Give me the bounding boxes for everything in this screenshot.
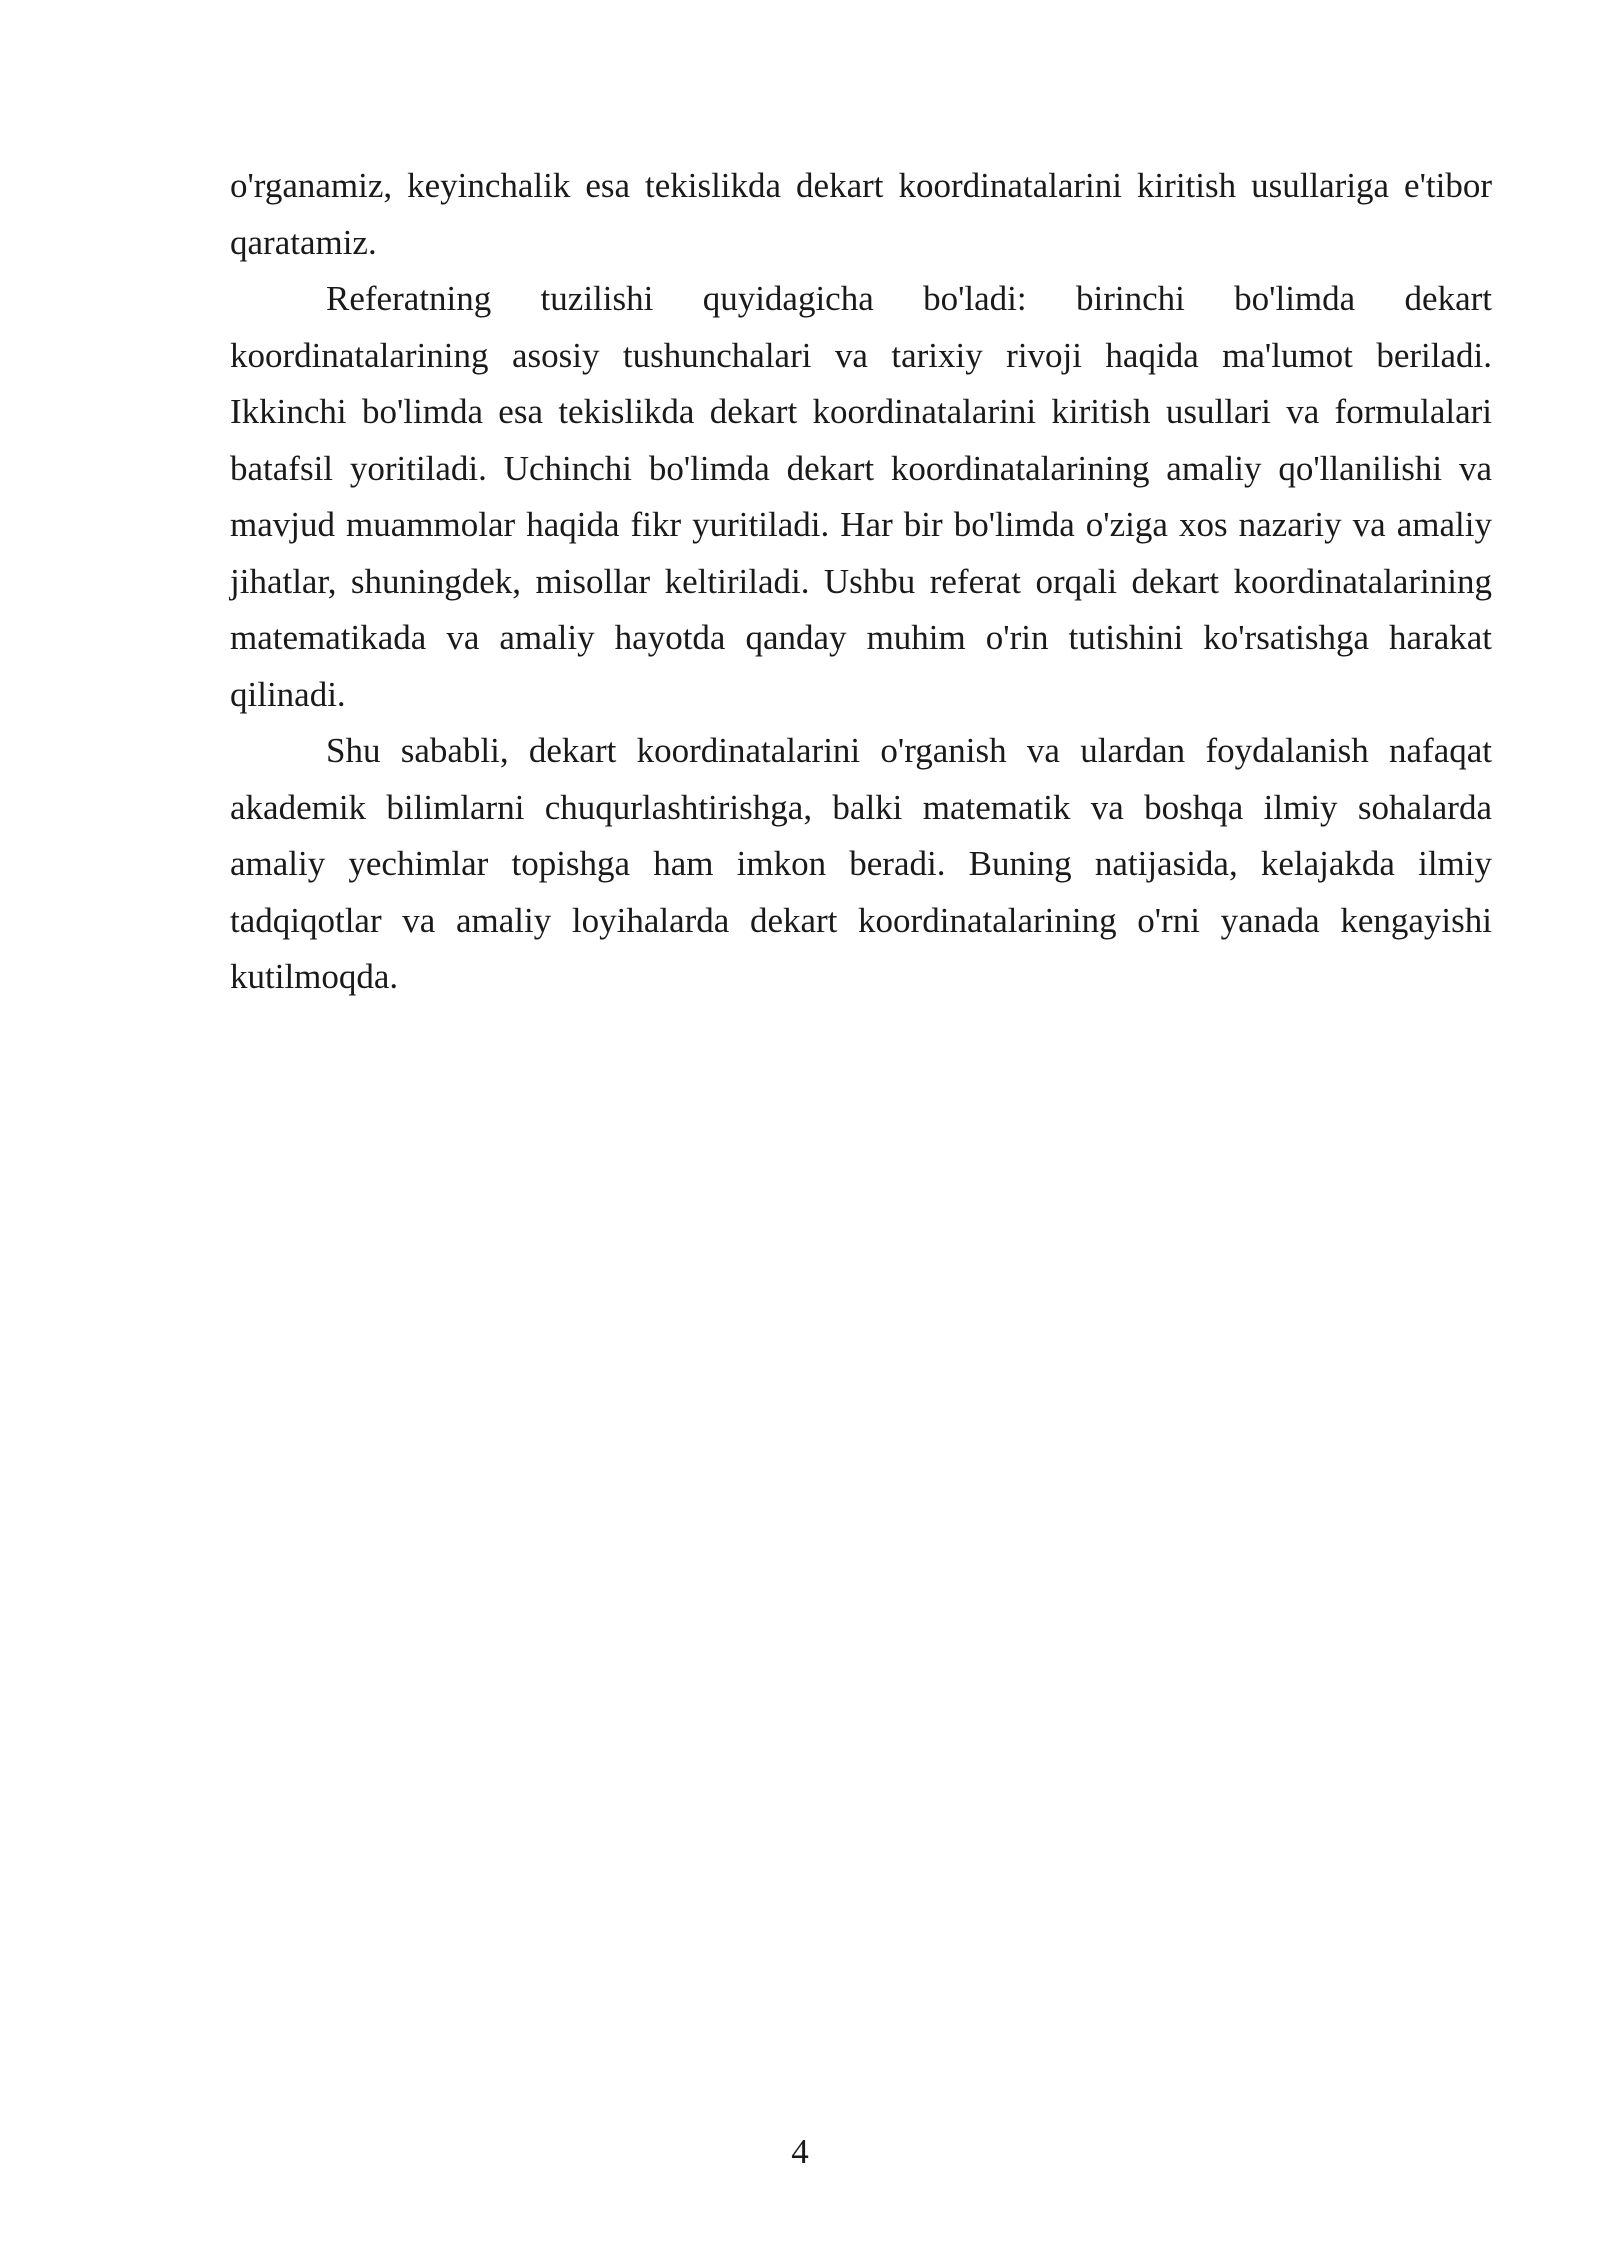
paragraph-structure: Referatning tuzilishi quyidagicha bo'ladi: birinchi bo'limda dekart koordinatalarining asosiy tushunchalari va tarixiy rivoji haqida ma'lumot beriladi. Ikkinchi bo'limda esa tekislikda dekart koordinatalarini kiritish usullari va formulalari batafsil yoritiladi. Uchinchi bo'limda dekart koordinatalarining amaliy qo'llanilishi va mavjud muammolar haqida fikr yuritiladi. Har bir bo'limda o'ziga xos nazariy va amaliy jihatlar, shuningdek, misollar keltiriladi. Ushbu referat orqali dekart koordinatalarining matematikada va amaliy hayotda qanday muhim o'rin tutishini ko'rsatishga harakat qilinadi.: [230, 279, 1492, 714]
body-text: [230, 158, 1492, 1006]
page-number: 4: [791, 2132, 809, 2171]
paragraph-conclusion: Shu sababli, dekart koordinatalarini o'rganish va ulardan foydalanish nafaqat akademik bilimlarni chuqurlashtirishga, balki matematik va boshqa ilmiy sohalarda amaliy yechimlar topishga ham imkon beradi. Buning natijasida, kelajakda ilmiy tadqiqotlar va amaliy loyihalarda dekart koordinatalarining o'rni yanada kengayishi kutilmoqda.: [230, 731, 1492, 996]
paragraph-continuation: o'rganamiz, keyinchalik esa tekislikda dekart koordinatalarini kiritish usullariga e'tibor qaratamiz.: [230, 166, 1492, 262]
